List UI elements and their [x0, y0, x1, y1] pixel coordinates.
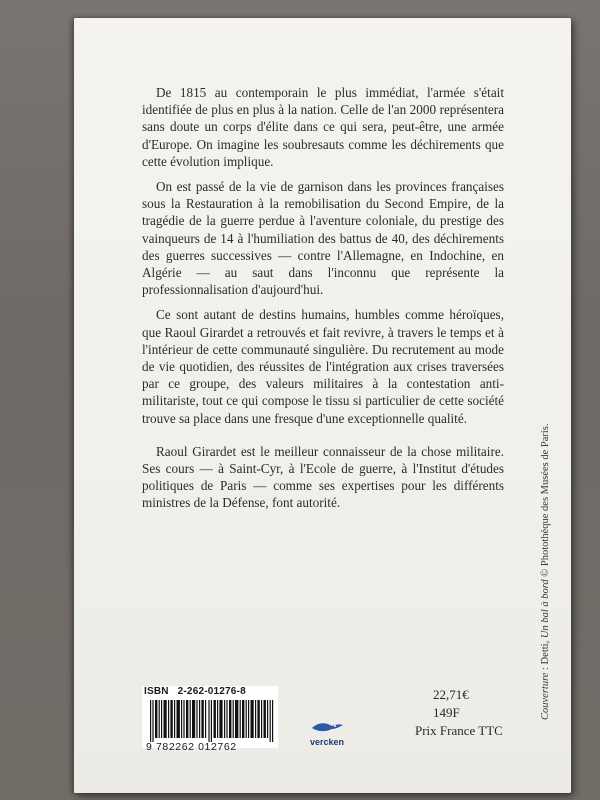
barcode-digits: 9 782262 012762	[146, 741, 237, 753]
credit-rights: © Photothèque des Musées de Paris.	[540, 423, 551, 580]
blurb-paragraph-2: On est passé de la vie de garnison dans les provinces françaises sous la Restauration à la remobilisation du Second Empire, de la tragédie de la guerre perdue à l'aventure coloniale, du prestige des vainqueurs de 14 à l'humiliation des battus de 40, des déchirements des guerres successives — contre l'Allemagne, en Indochine, en Algérie — au saut dans l'inconnu que représente la professionnalisation d'aujourd'hui.	[142, 179, 504, 298]
price-box	[415, 686, 515, 740]
blurb-paragraph-3: Ce sont autant de destins humains, humbles comme héroïques, que Raoul Girardet a retrouvés et fait revivre, à travers le temps et à l'intérieur de cette communauté singulière. Du recrutement au mode de vie quotidien, des réussites de l'intégration aux crises traversées par ce groupe, des valeurs militaires à la contestation anti-militariste, tout ce qui compose le tissu si particulier de cette société trouve sa place dans une fresque d'une exceptionnelle qualité.	[142, 307, 504, 426]
publisher-name: vercken	[309, 737, 345, 747]
price-note: Prix France TTC	[415, 723, 503, 738]
credit-label: Couverture	[540, 672, 551, 720]
credit-title: Un bal à bord	[540, 579, 551, 639]
publisher-logo	[302, 720, 352, 754]
barcode	[150, 700, 274, 742]
credit-sep: : Detti,	[540, 638, 551, 673]
isbn-number: 2-262-01276-8	[177, 686, 246, 697]
isbn-prefix: ISBN	[144, 686, 169, 697]
price-euro: 22,71€	[433, 687, 469, 702]
bird-icon	[310, 720, 344, 734]
author-bio-paragraph: Raoul Girardet est le meilleur connaisseur de la chose militaire. Ses cours — à Saint-Cyr, à l'Ecole de guerre, à l'Institut d'études politiques de Paris — comme ses expertises pour les différents ministres de la Défense, font autorité.	[142, 443, 504, 511]
isbn-label	[144, 686, 246, 697]
blurb-paragraph-1: De 1815 au contemporain le plus immédiat, l'armée s'était identifiée de plus en plus à la nation. Celle de l'an 2000 représentera sans doute un corps d'élite dans ce qui sera, peut-être, une armée d'Europe. On imagine les soubresauts comme les déchirements que cette évolution implique.	[142, 85, 504, 169]
price-franc: 149F	[433, 705, 460, 720]
cover-credit	[540, 320, 556, 720]
blurb-text	[142, 84, 504, 520]
